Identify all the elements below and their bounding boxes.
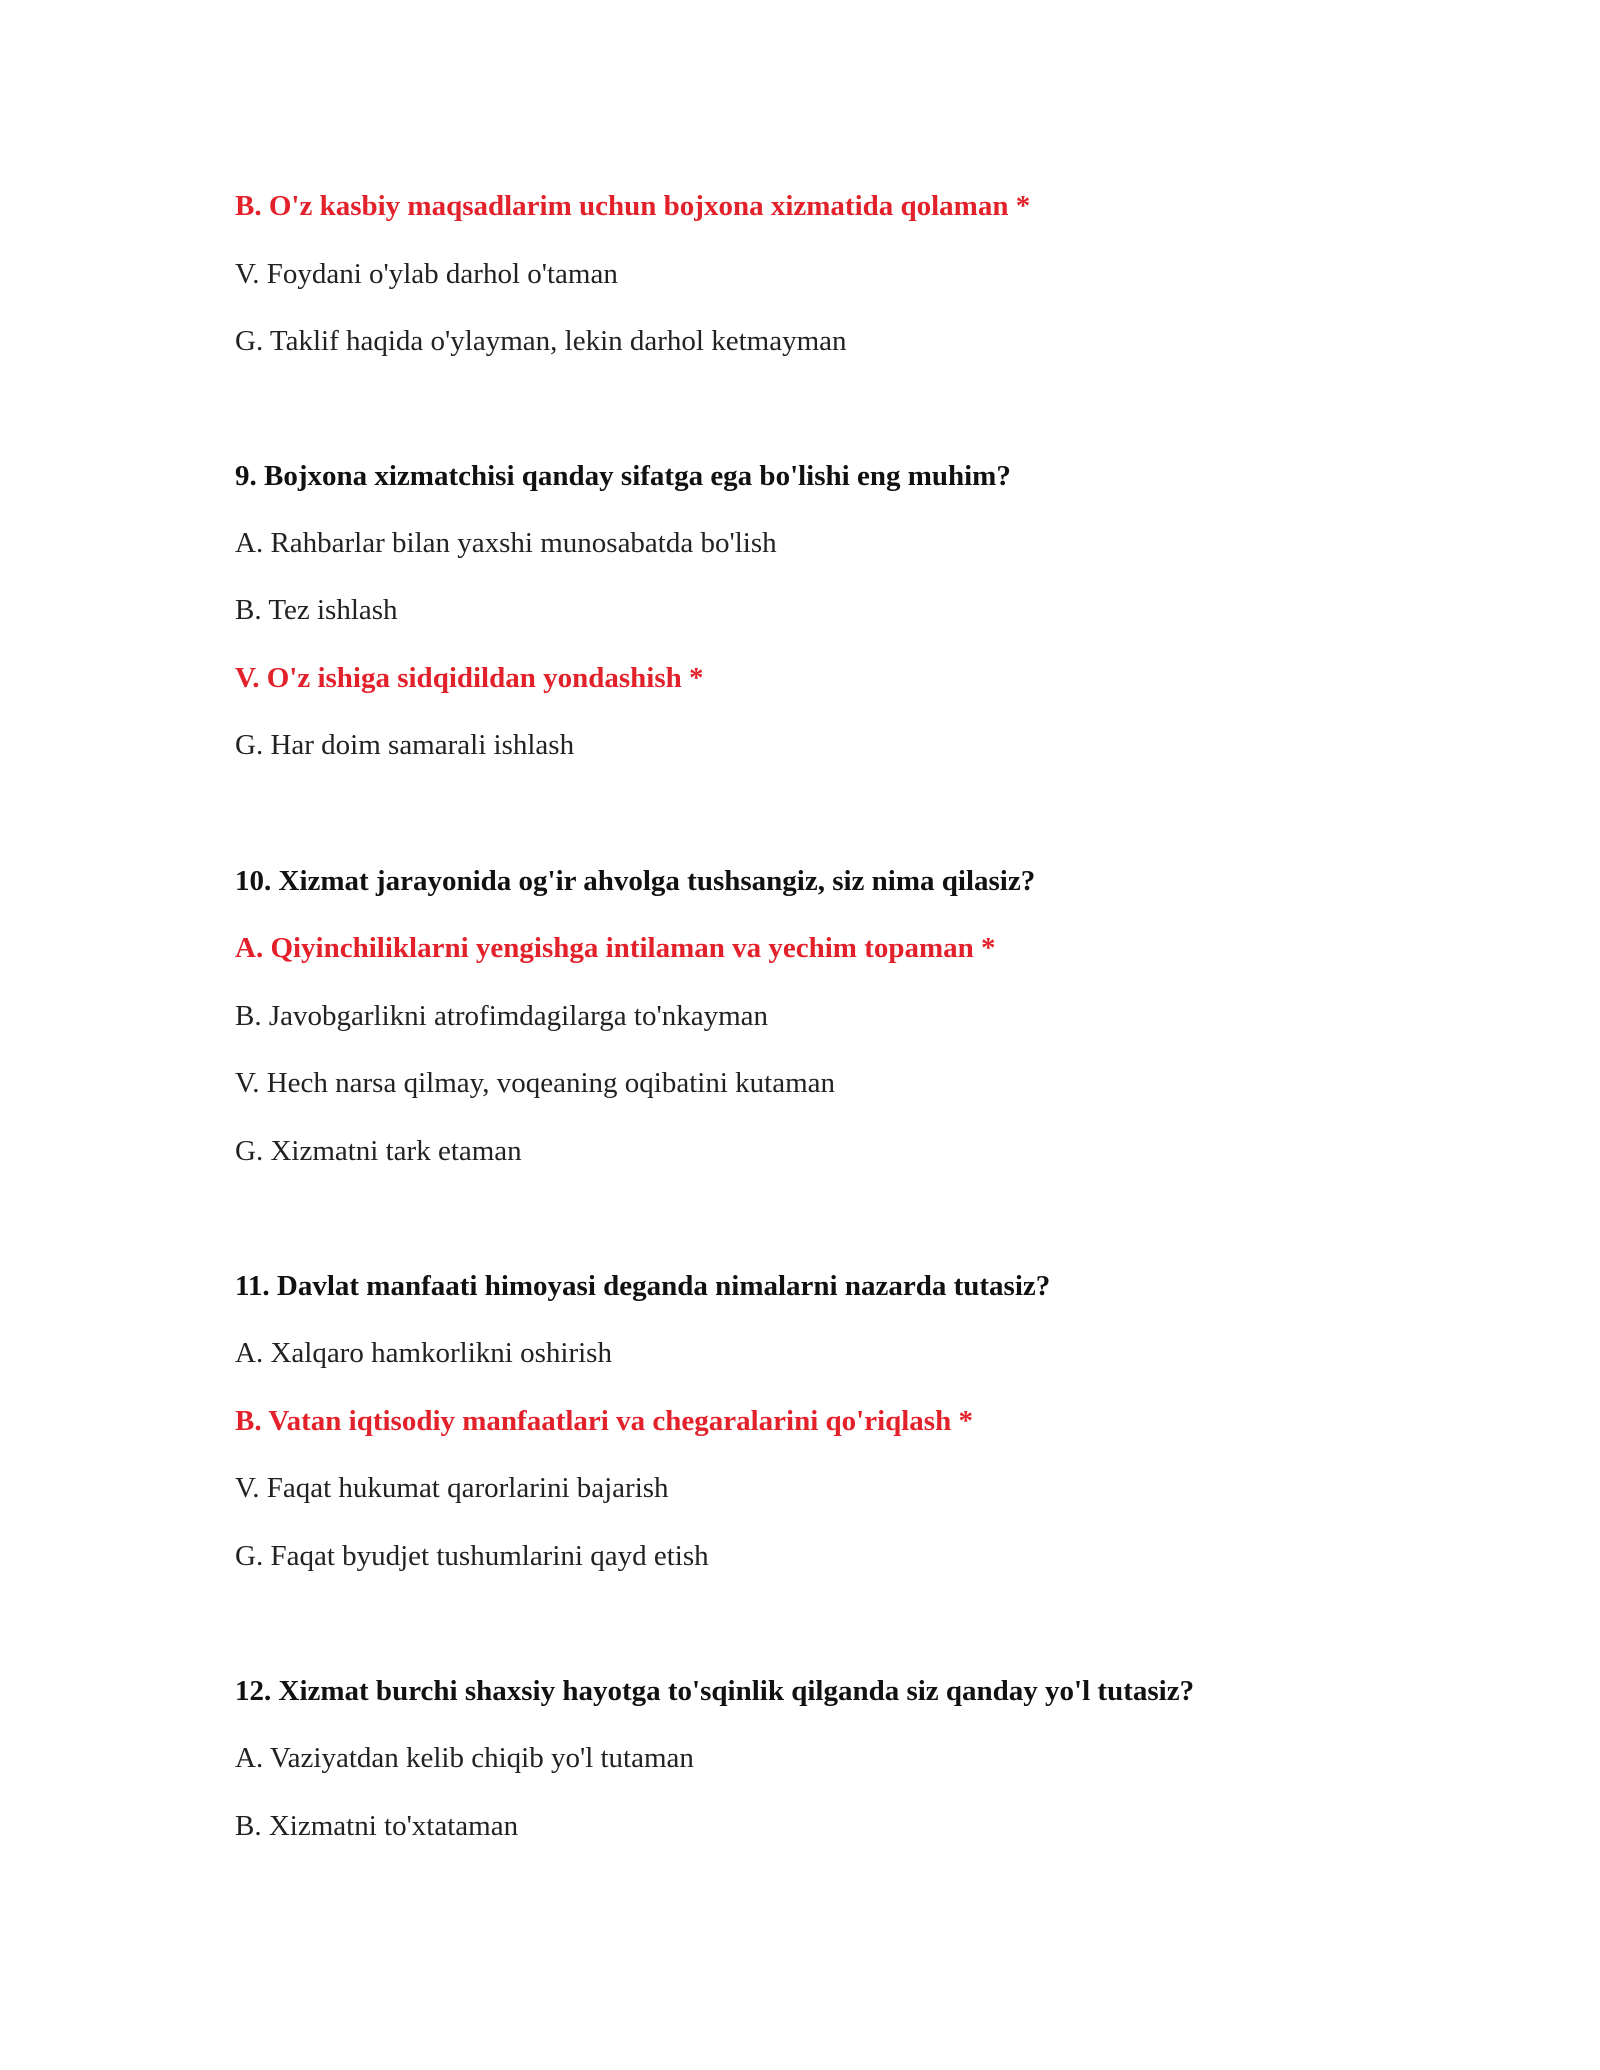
answer-option: V. Hech narsa qilmay, voqeaning oqibatini kutaman xyxy=(235,1067,835,1099)
answer-option: G. Faqat byudjet tushumlarini qayd etish xyxy=(235,1540,709,1572)
answer-option-correct: B. Vatan iqtisodiy manfaatlari va chegaralarini qo'riqlash * xyxy=(235,1405,973,1437)
question-heading-10: 10. Xizmat jarayonida og'ir ahvolga tushsangiz, siz nima qilasiz? xyxy=(235,865,1036,897)
answer-option: A. Vaziyatdan kelib chiqib yo'l tutaman xyxy=(235,1742,694,1774)
answer-option: B. Javobgarlikni atrofimdagilarga to'nkayman xyxy=(235,1000,769,1032)
answer-option: V. Foydani o'ylab darhol o'taman xyxy=(235,258,618,290)
answer-option: A. Xalqaro hamkorlikni oshirish xyxy=(235,1337,612,1369)
answer-option: B. Tez ishlash xyxy=(235,594,398,626)
answer-option: G. Taklif haqida o'ylayman, lekin darhol ketmayman xyxy=(235,325,847,357)
answer-option: G. Xizmatni tark etaman xyxy=(235,1135,522,1167)
question-heading-12: 12. Xizmat burchi shaxsiy hayotga to'sqinlik qilganda siz qanday yo'l tutasiz? xyxy=(235,1675,1195,1707)
answer-option: G. Har doim samarali ishlash xyxy=(235,729,575,761)
answer-option: B. Xizmatni to'xtataman xyxy=(235,1810,519,1842)
question-heading-9: 9. Bojxona xizmatchisi qanday sifatga ega bo'lishi eng muhim? xyxy=(235,460,1011,492)
answer-option-correct: V. O'z ishiga sidqidildan yondashish * xyxy=(235,662,704,694)
answer-option: V. Faqat hukumat qarorlarini bajarish xyxy=(235,1472,669,1504)
answer-option-correct: B. O'z kasbiy maqsadlarim uchun bojxona xizmatida qolaman * xyxy=(235,190,1031,222)
answer-option: A. Rahbarlar bilan yaxshi munosabatda bo'lish xyxy=(235,527,777,559)
question-heading-11: 11. Davlat manfaati himoyasi deganda nimalarni nazarda tutasiz? xyxy=(235,1270,1051,1302)
answer-option-correct: A. Qiyinchiliklarni yengishga intilaman va yechim topaman * xyxy=(235,932,996,964)
